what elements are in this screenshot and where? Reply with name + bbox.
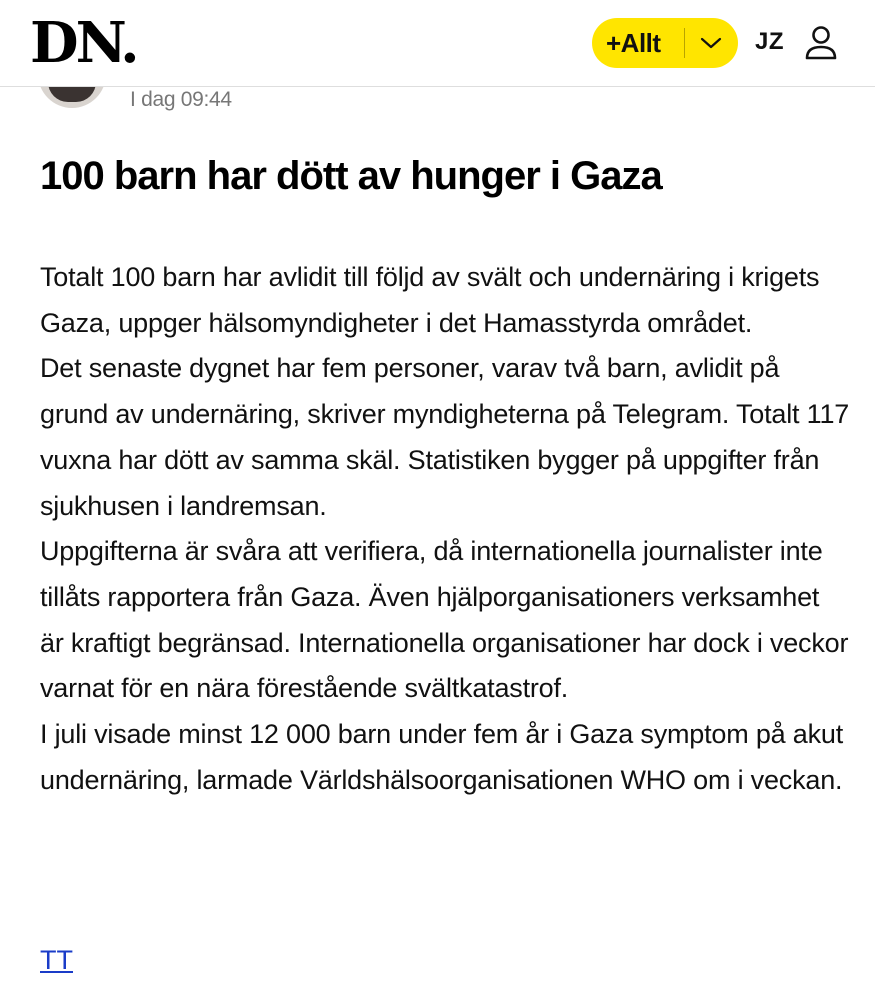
dn-logo[interactable]: DN. — [30, 10, 137, 76]
source-link-tt[interactable]: TT — [40, 945, 73, 975]
article-paragraph: Det senaste dygnet har fem personer, varav två barn, avlidit på grund av undernäring, skriver myndigheterna på Telegram. Totalt 117 vuxna har dött av samma skäl. Statistiken bygger på uppgifter från sjukhusen i landremsan. — [40, 353, 850, 521]
user-icon[interactable] — [804, 24, 838, 62]
allt-label[interactable]: +Allt — [606, 27, 661, 58]
publish-timestamp: I dag 09:44 — [130, 88, 232, 111]
site-header — [0, 0, 875, 87]
chevron-down-icon[interactable] — [685, 18, 737, 68]
article-body — [40, 255, 850, 803]
user-initials[interactable]: JZ — [755, 28, 785, 55]
article-headline: 100 barn har dött av hunger i Gaza — [40, 154, 662, 198]
article-paragraph: I juli visade minst 12 000 barn under fem år i Gaza symptom på akut undernäring, larmade Världshälsoorganisationen WHO om i veckan. — [40, 719, 843, 795]
allt-menu-button[interactable] — [592, 18, 738, 68]
article-paragraph: Totalt 100 barn har avlidit till följd av svält och undernäring i krigets Gaza, uppger hälsomyndigheter i det Hamasstyrda området. — [40, 262, 820, 338]
article-paragraph: Uppgifterna är svåra att verifiera, då internationella journalister inte tillåts rapportera från Gaza. Även hjälporganisationers verksamhet är kraftigt begränsad. Internationella organisationer har dock i veckor varnat för en nära förestående svältkatastrof. — [40, 536, 849, 704]
